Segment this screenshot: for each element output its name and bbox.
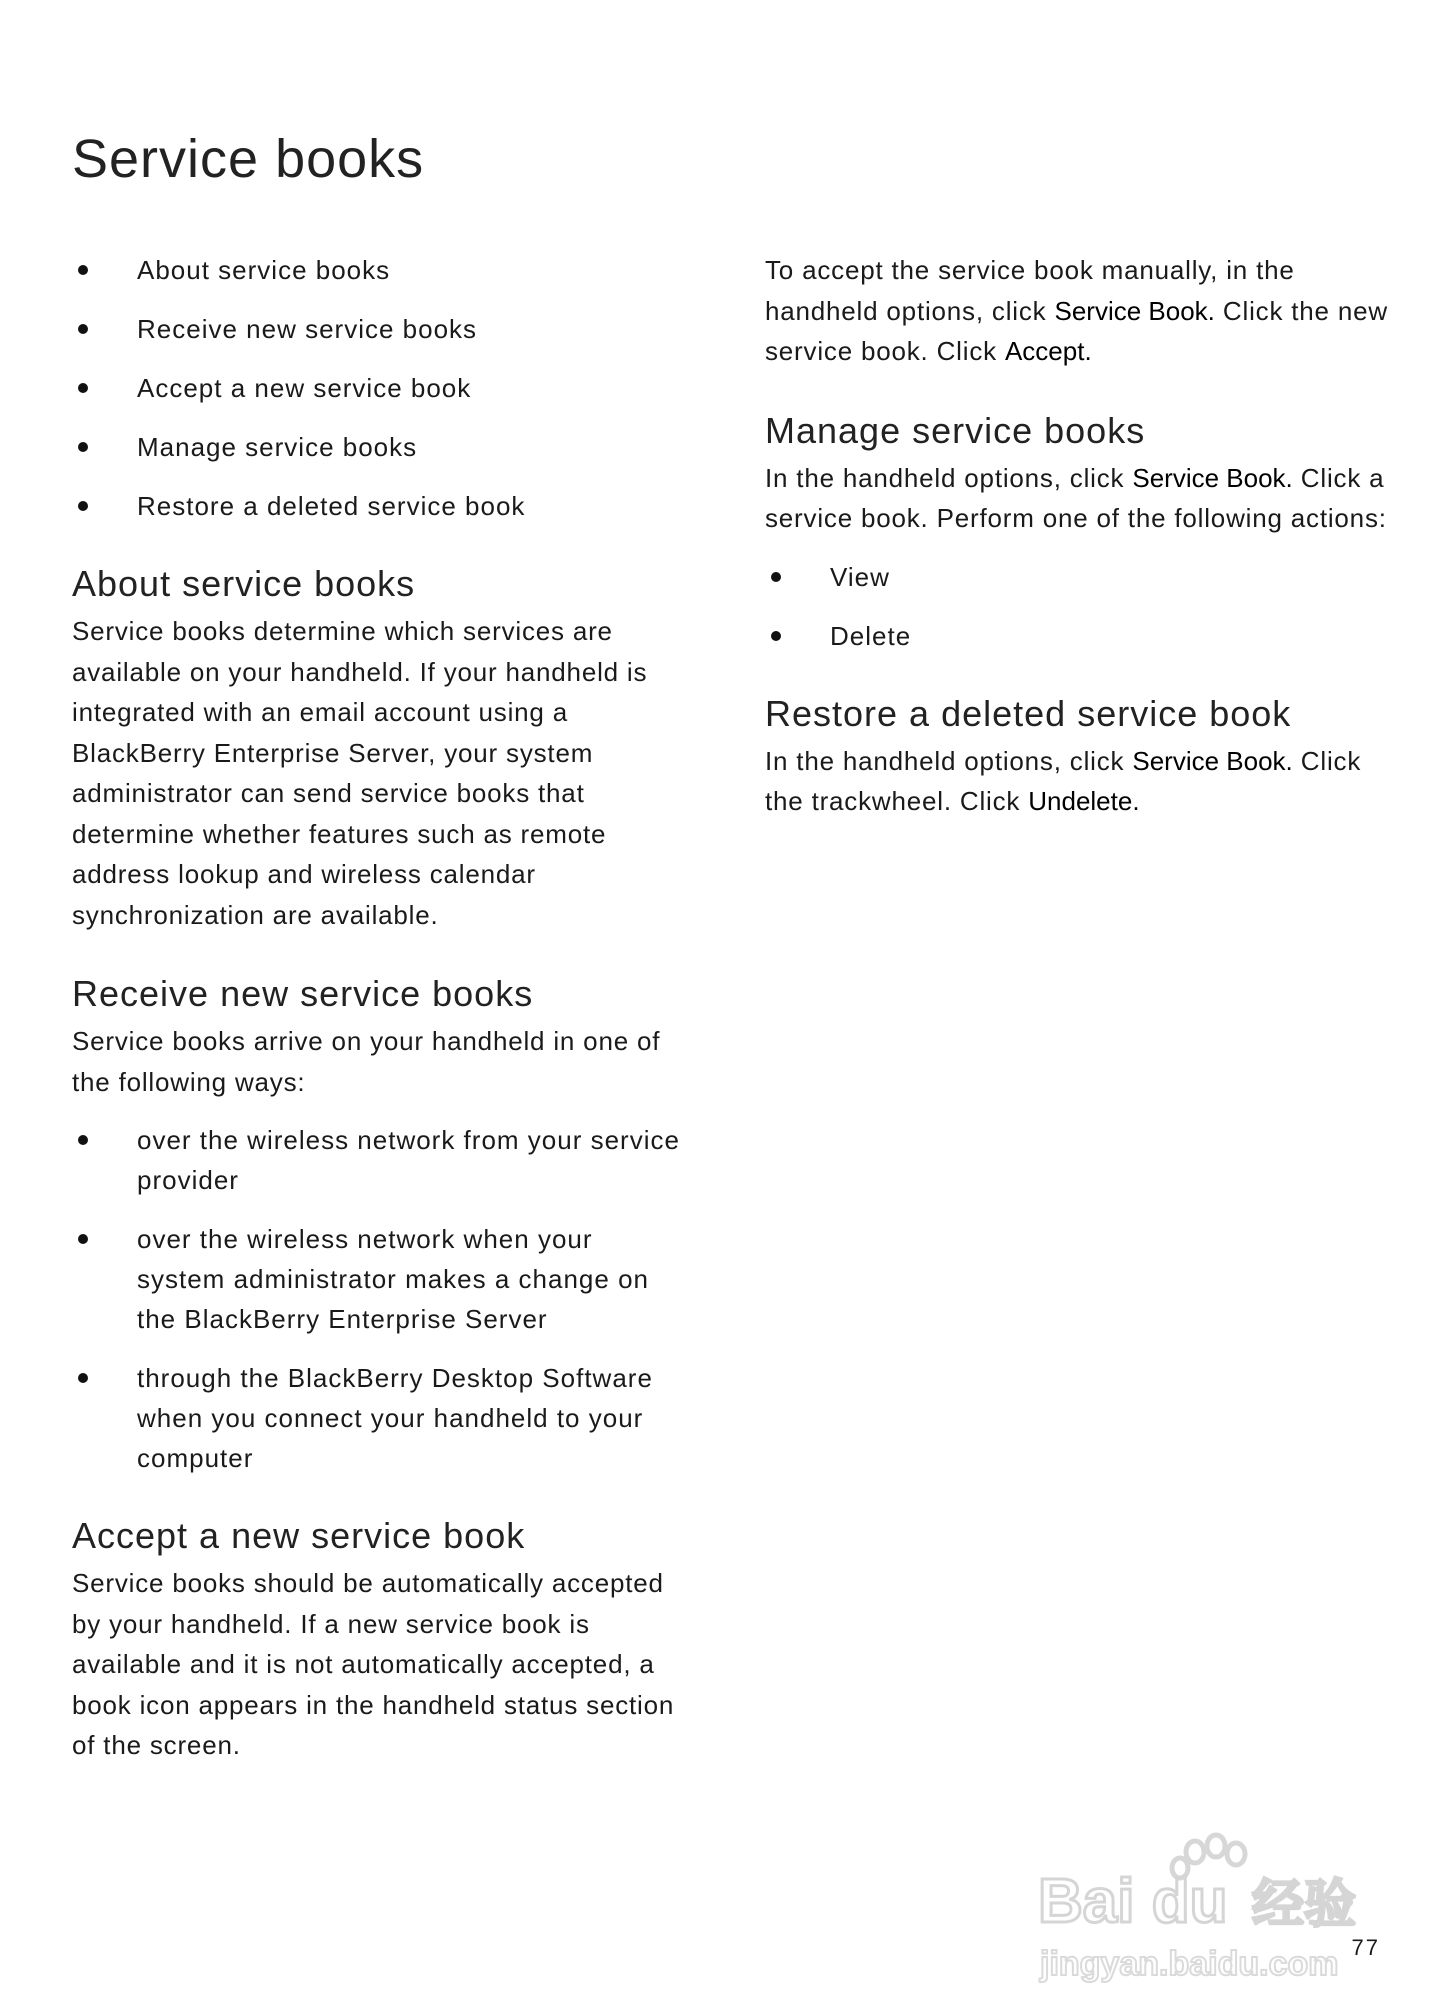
list-item-delete: Delete	[765, 616, 1395, 656]
manage-prefix: In the handheld options, click	[765, 462, 1133, 493]
about-body: Service books determine which services are available on your handheld. If your handheld is integrated with an email account using a BlackBerry Enterprise Server, your system administrator can send service books that determine whether features such as remote address lookup and wireless calendar synchronization are available.	[72, 616, 648, 930]
accept-manual-middle: Click the new service book. Click	[765, 295, 1388, 366]
toc-item[interactable]: About service books	[72, 250, 682, 290]
service-book-option-label: Service Book.	[1132, 462, 1293, 493]
accept-manual-prefix: To accept the service book manually, in the handheld options, click	[765, 255, 1295, 326]
accept-option-label: Accept.	[1004, 336, 1092, 366]
receive-heading: Receive new service books	[72, 973, 534, 1014]
toc-list	[72, 250, 682, 526]
right-column	[765, 250, 1395, 822]
watermark-url: jingyan.baidu.com	[1040, 1945, 1339, 1983]
watermark-brand: Bai du	[1038, 1867, 1228, 1936]
undelete-option-label: Undelete.	[1028, 786, 1140, 816]
manage-suffix: Click a service book. Perform one of the following actions:	[765, 462, 1387, 533]
left-column	[72, 250, 682, 1766]
toc-item[interactable]: Manage service books	[72, 427, 682, 467]
page-number: 77	[1351, 1935, 1380, 1960]
toc-item[interactable]: Receive new service books	[72, 309, 682, 349]
receive-intro: Service books arrive on your handheld in one of the following ways:	[72, 1026, 661, 1097]
about-heading: About service books	[72, 563, 416, 604]
manage-heading: Manage service books	[765, 409, 1146, 451]
watermark-suffix: 经验	[1252, 1875, 1357, 1935]
list-item-view: View	[765, 557, 1395, 597]
baidu-watermark-logo	[1030, 1830, 1370, 1990]
accept-heading: Accept a new service book	[72, 1515, 526, 1556]
service-book-option-label: Service Book.	[1132, 745, 1293, 776]
page-title: Service books	[72, 129, 425, 189]
restore-prefix: In the handheld options, click	[765, 745, 1133, 776]
restore-heading: Restore a deleted service book	[765, 692, 1292, 734]
receive-ways-list	[72, 1120, 682, 1478]
restore-body	[765, 741, 1395, 822]
manage-actions-list	[765, 557, 1395, 656]
restore-middle: Click the trackwheel. Click	[765, 745, 1362, 816]
accept-manual-instructions	[765, 250, 1395, 372]
list-item: over the wireless network when your system administrator makes a change on the BlackBerry Enterprise Server	[72, 1219, 682, 1339]
list-item: over the wireless network from your service provider	[72, 1120, 682, 1200]
service-book-option-label: Service Book.	[1054, 295, 1215, 326]
accept-body: Service books should be automatically accepted by your handheld. If a new service book is available and it is not automatically accepted, a book icon appears in the handheld status section of the screen.	[72, 1568, 675, 1760]
toc-item[interactable]: Restore a deleted service book	[72, 486, 682, 526]
manage-body	[765, 458, 1395, 539]
list-item: through the BlackBerry Desktop Software when you connect your handheld to your computer	[72, 1358, 682, 1478]
toc-item[interactable]: Accept a new service book	[72, 368, 682, 408]
